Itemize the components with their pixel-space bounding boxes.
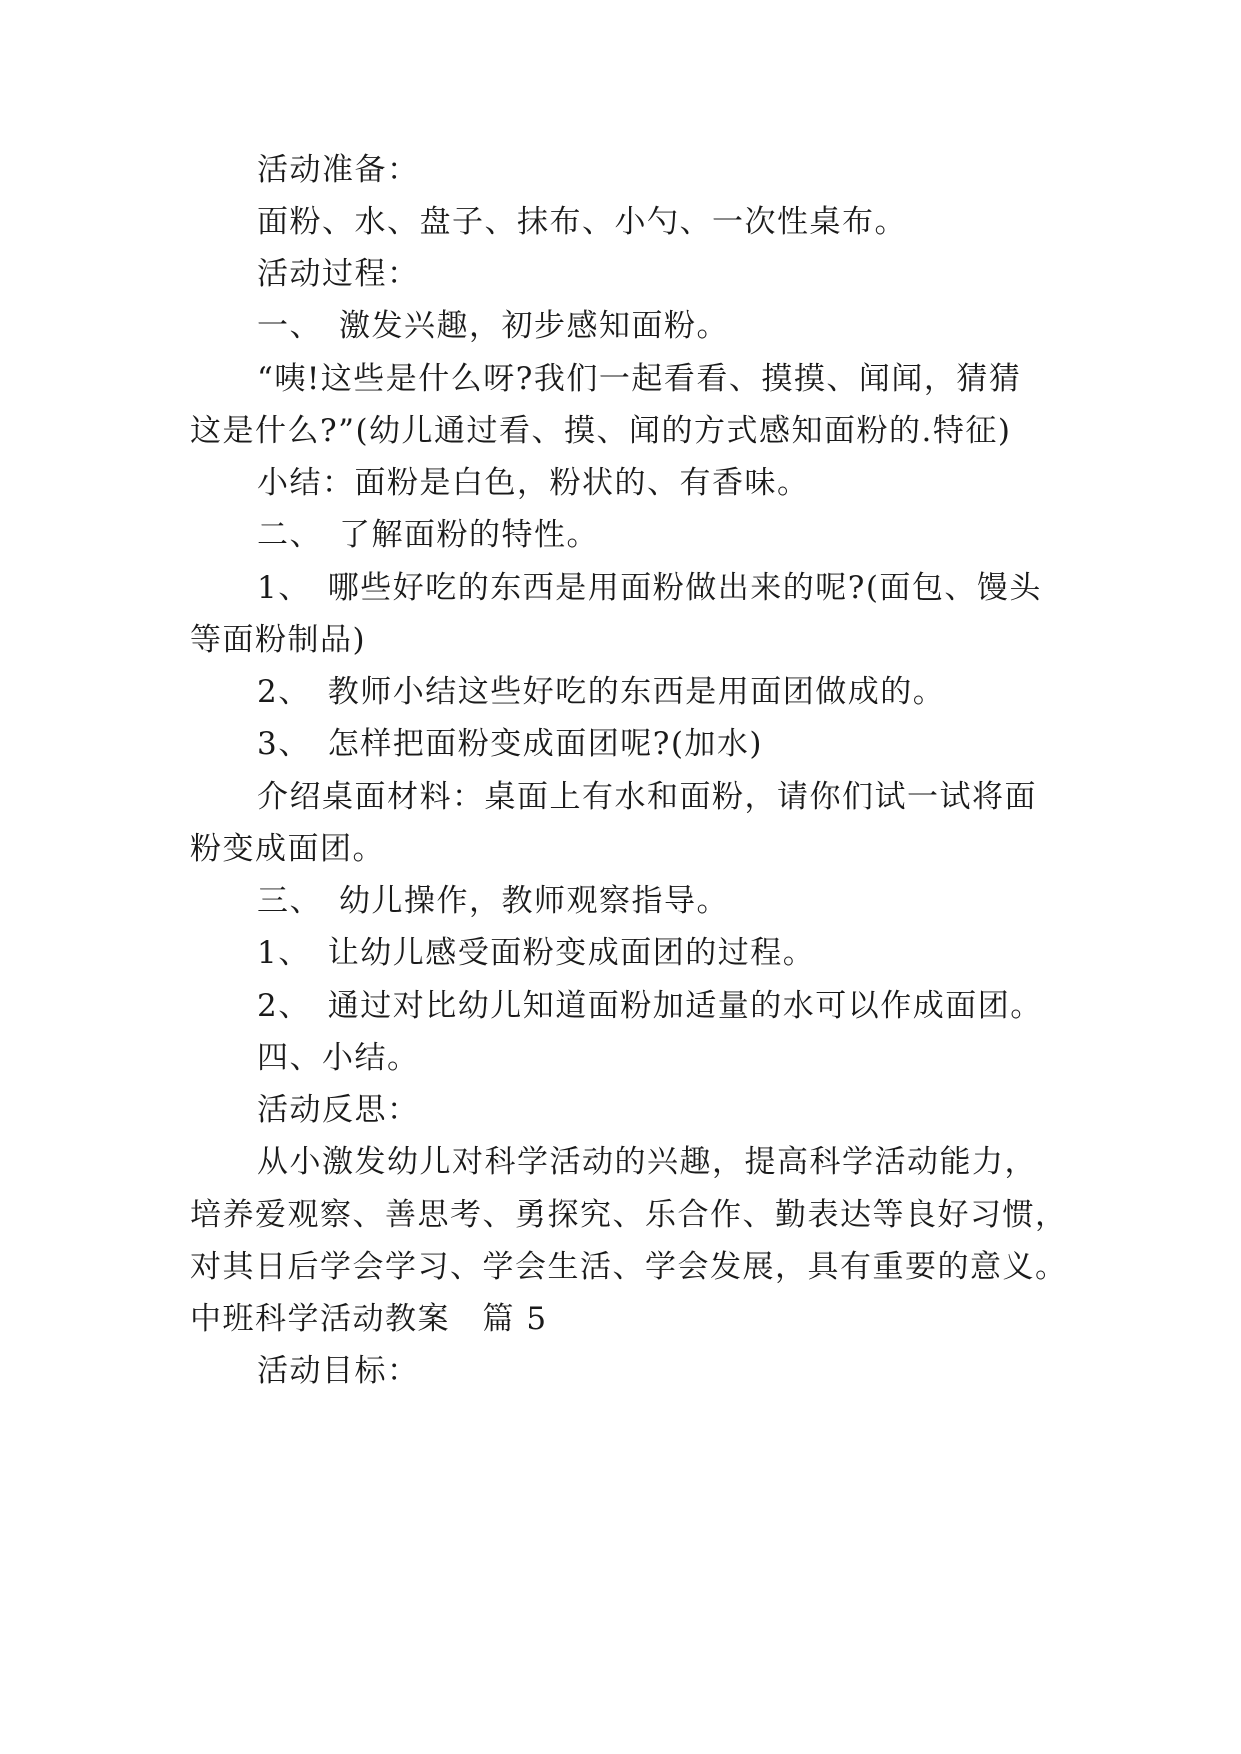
paragraph-line: 从小激发幼儿对科学活动的兴趣，提高科学活动能力， — [257, 1144, 1037, 1180]
list-item: 2、 通过对比幼儿知道面粉加适量的水可以作成面团。 — [257, 988, 1043, 1024]
paragraph-materials: 面粉、水、盘子、抹布、小勺、一次性桌布。 — [257, 204, 907, 240]
list-item: 1、 哪些好吃的东西是用面粉做出来的呢?(面包、馒头 — [257, 570, 1042, 606]
paragraph-summary: 小结：面粉是白色，粉状的、有香味。 — [257, 465, 810, 501]
step-heading-1: 一、 激发兴趣，初步感知面粉。 — [257, 308, 729, 344]
paragraph-line: 这是什么?”(幼儿通过看、摸、闻的方式感知面粉的.特征) — [190, 413, 1012, 449]
section-heading-preparation: 活动准备： — [257, 152, 420, 188]
step-heading-4: 四、小结。 — [257, 1040, 420, 1076]
paragraph-line: 介绍桌面材料：桌面上有水和面粉，请你们试一试将面 — [257, 779, 1037, 815]
section-heading-goals: 活动目标： — [257, 1353, 420, 1389]
paragraph-line: 对其日后学会学习、学会生活、学会发展，具有重要的意义。 — [190, 1249, 1068, 1285]
section-heading-reflection: 活动反思： — [257, 1092, 420, 1128]
section-heading-process: 活动过程： — [257, 256, 420, 292]
step-heading-2: 二、 了解面粉的特性。 — [257, 517, 599, 553]
list-item: 1、 让幼儿感受面粉变成面团的过程。 — [257, 935, 816, 971]
paragraph-line: 粉变成面团。 — [190, 831, 385, 867]
list-item: 2、 教师小结这些好吃的东西是用面团做成的。 — [257, 674, 946, 710]
list-item-continuation: 等面粉制品) — [190, 622, 367, 658]
step-heading-3: 三、 幼儿操作，教师观察指导。 — [257, 883, 729, 919]
article-title: 中班科学活动教案 篇 5 — [190, 1301, 548, 1337]
paragraph-line: 培养爱观察、善思考、勇探究、乐合作、勤表达等良好习惯， — [190, 1197, 1068, 1233]
list-item: 3、 怎样把面粉变成面团呢?(加水) — [257, 726, 764, 762]
paragraph-line: “咦!这些是什么呀?我们一起看看、摸摸、闻闻，猜猜 — [257, 361, 1022, 397]
